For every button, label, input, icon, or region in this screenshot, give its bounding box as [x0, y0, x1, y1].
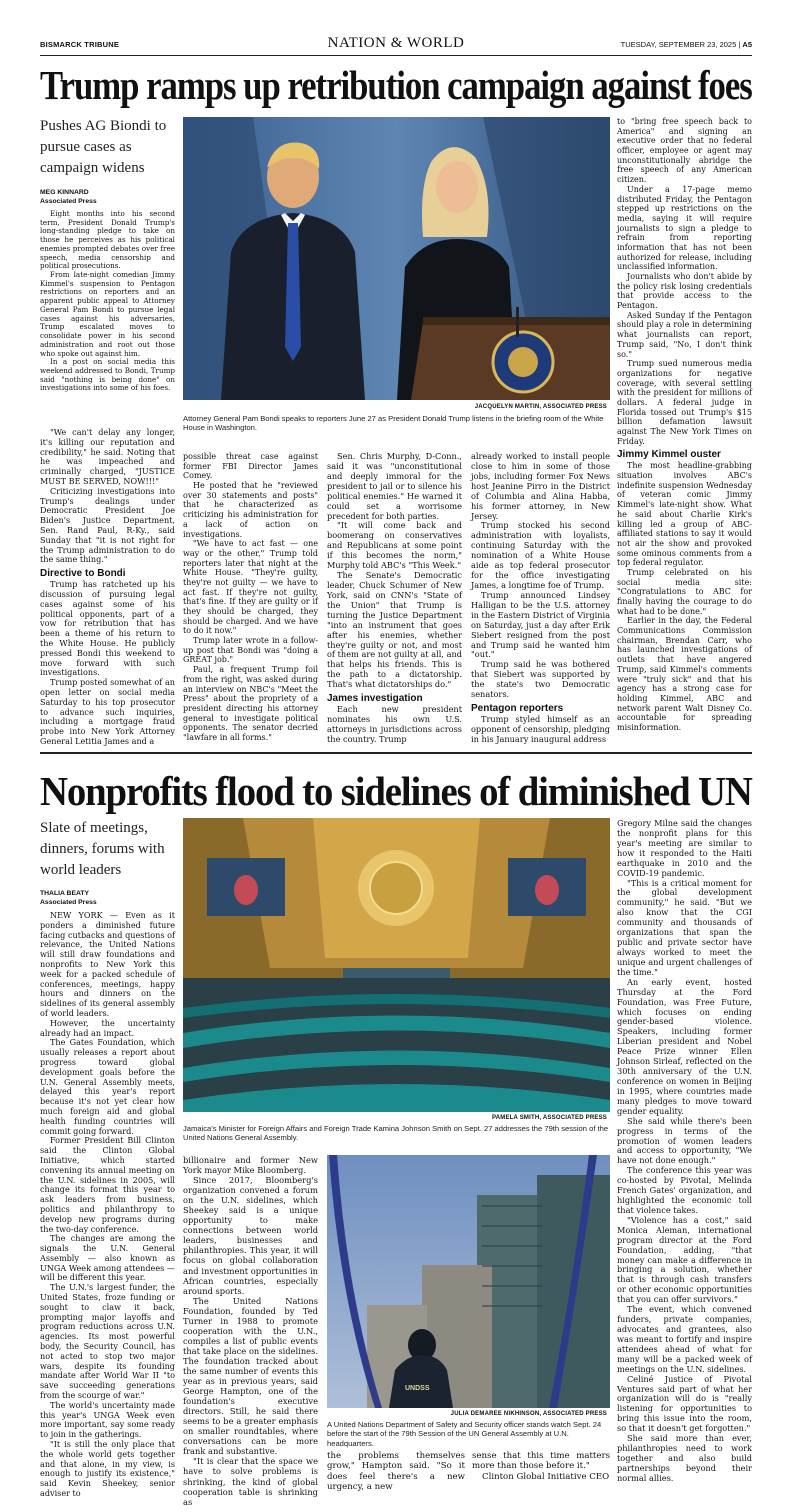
story1-byline	[40, 188, 175, 206]
story2-deck: Slate of meetings, dinners, forums with world leaders	[40, 820, 165, 878]
paragraph: Gregory Milne said the changes the nonprofit plans for this year's meeting are similar to how it responded to the Haiti earthquake in 2010 and the COVID-19 pandemic.	[617, 818, 752, 878]
paragraph: The event, which convened funders, private companies, advocates and grantees, also was meant to fortify and inspire attendees ahead of what for many will be a packed week of meetings on the U.N. sidelines.	[617, 1304, 752, 1374]
paragraph: Trump celebrated on his social media site: "Congratulations to ABC for finally having the courage to do what had to be done."	[617, 567, 752, 616]
story1-deck: Pushes AG Biondi to pursue cases as campaign widens	[40, 118, 167, 176]
date-page	[621, 40, 752, 49]
paragraph: The world's uncertainty made this year's UNGA Week even more important, say some ready to join in the gatherings.	[40, 1399, 175, 1440]
paragraph: Since 2017, Bloomberg's organization convened a forum on the U.N. sidelines, which Sheekey said is a unique opportunity to make connections between world leaders, businesses and philanthropies. This year, it will focus on global collaboration and investment opportunities in African countries, especially around sports.	[183, 1175, 318, 1296]
photo2-vest-label: UNDSS	[405, 1385, 430, 1392]
subhead-james-investigation: James investigation	[327, 693, 423, 705]
subhead-jimmy-kimmel-ouster: Jimmy Kimmel ouster	[617, 449, 721, 461]
story1-col2	[183, 452, 318, 743]
section-title: NATION & WORLD	[327, 35, 465, 51]
issue-date: TUESDAY, SEPTEMBER 23, 2025	[620, 40, 737, 49]
story1-left-column	[40, 116, 175, 393]
paragraph: In a post on social media this weekend addressed to Bondi, Trump said "nothing is being done" on investigations into some of his foes.	[40, 357, 175, 393]
story2-col5	[617, 819, 752, 1484]
paragraph: Trump has ratcheted up his discussion of pursuing legal cases against some of his political opponents, part of a vow for retribution that has been a theme of his return to the White House. He publicly pressed Bondi this weekend to move forward with such investigations.	[40, 579, 175, 678]
paragraph: "It will come back and boomerang on conservatives and Republicans at some point if this becomes the norm," Murphy told ABC's "This Week."	[327, 520, 462, 571]
story2-photo-security-officer	[327, 1155, 610, 1408]
story1-photo-caption: Attorney General Pam Bondi speaks to reporters June 27 as President Donald Trump listens in the briefing room of the White House in Washington.	[183, 414, 604, 433]
paragraph: The conference this year was co-hosted by Pivotal, Melinda French Gates' organization, and highlighted the economic toll that violence takes.	[617, 1165, 752, 1215]
date-separator: |	[738, 40, 741, 49]
paragraph: the problems themselves grow," Hampton said. "So it does feel there's a new urgency, a new	[327, 1451, 465, 1493]
paragraph: already worked to install people close to him in some of those jobs, including former Fox News host Jeanine Pirro in the District of Columbia and Alina Habba, his former attorney, in New Jersey.	[471, 451, 610, 521]
story2-agency: Associated Press	[40, 899, 97, 906]
paragraph: Trump announced Lindsey Halligan to be the U.S. attorney in the Eastern District of Virginia on Saturday, just a day after Erik Siebert resigned from the post and Trump said he wanted him "out."	[471, 589, 610, 660]
paragraph: "It is still the only place that the whole world gets together and that alone, in my view, is enough to justify its existence," said Kevin Sheekey, senior adviser to	[40, 1439, 175, 1499]
paragraph: Criticizing investigations into Trump's dealings under Democratic President Joe Biden's Justice Department, Sen. Rand Paul, R-Ky., said Sunday that "it is not right for the Trump administration to do the same thing."	[40, 485, 175, 565]
paragraph: An early event, hosted Thursday at the Ford Foundation, was Free Future, which focuses on ending gender-based violence. Speakers, including former Liberian president and Nobel Peace Prize winner Ellen Johnson Sirleaf, reflected on the 30th anniversary of the U.N. conference on women in Beijing in 1995, where countries made many pledges to move toward gender equality.	[617, 976, 752, 1116]
page-number: A5	[742, 40, 752, 49]
subhead-pentagon-reporters: Pentagon reporters	[471, 703, 564, 715]
story1-author: MEG KINNARD	[40, 189, 89, 196]
paragraph: Each new president nominates his own U.S. attorneys in jurisdictions across the country. Trump	[327, 704, 462, 744]
un-security-officer-image	[327, 1155, 610, 1408]
header-rule	[40, 55, 752, 56]
paragraph: NEW YORK — Even as it ponders a diminished future facing cutbacks and questions of relevance, the United Nations will still draw foundations and nonprofits to New York this week for a packed schedule of conferences, meetings, happy hours and dinners on the sidelines of its general assembly of world leaders.	[40, 910, 175, 1018]
story1-agency: Associated Press	[40, 198, 97, 205]
story1-col3	[327, 452, 462, 745]
paragraph: "We can't delay any longer, it's killing our reputation and credibility," he said. Noting that he was impeached and criminally charged, "JUSTICE MUST BE SERVED, NOW!!!"	[40, 427, 175, 486]
paragraph: possible threat case against former FBI Director James Comey.	[183, 452, 318, 481]
paragraph: "Violence has a cost," said Monica Aleman, international program director at the Ford Foundation, adding, "that money can make a difference in bringing a solution, whether that is through cash transfers or other economic opportunities that you can offer survivors."	[617, 1214, 752, 1305]
paragraph: Trump sued numerous media organizations for negative coverage, with several settling with the president for millions of dollars. A federal judge in Florida tossed out Trump's $15 billion defamation lawsuit against The New York Times on Friday.	[617, 359, 752, 446]
paragraph: to "bring free speech back to America" and signing an executive order that no federal officer, employee or agent may unconstitutionally abridge the free speech of any American citizen.	[617, 117, 752, 185]
paragraph: Trump said he was bothered that Siebert was supported by the state's two Democratic senators.	[471, 659, 610, 700]
subhead-directive-to-bondi: Directive to Bondi	[40, 568, 126, 580]
story2-col2	[183, 1155, 318, 1507]
paragraph: "This is a critical moment for the global development community," he said. "But we also know that the CGI community and thousands of organizations that span the public and private sector have always worked to meet the unique and urgent challenges of the time."	[617, 877, 752, 977]
paragraph: Clinton Global Initiative CEO	[482, 1471, 610, 1482]
story2-photo2-credit: JULIA DEMAREE NIKHINSON, ASSOCIATED PRESS	[450, 1411, 607, 1417]
story2-photo-un-assembly	[183, 818, 610, 1112]
paragraph: Sen. Chris Murphy, D-Conn., said it was "unconstitutional and deeply immoral for the president to jail or to silence his political enemies." He warned it could set a worrisome precedent for both parties.	[327, 451, 462, 521]
paragraph: Trump stocked his second administration with loyalists, continuing Saturday with the nomination of a White House aide as top federal prosecutor for the office investigating James, a longtime foe of Trump.	[471, 520, 610, 590]
paragraph: "It is clear that the space we have to solve problems is shrinking, the kind of global cooperation table is shrinking as	[183, 1456, 318, 1507]
story2-headline: Nonprofits flood to sidelines of diminished UN	[40, 768, 752, 814]
paragraph: Paul, a frequent Trump foil from the right, was asked during an interview on NBC's "Meet the Press" about the propriety of a president directing his attorney general to investigate political opponents. The senator decried "lawfare in all forms."	[183, 665, 318, 742]
un-general-assembly-image	[183, 818, 610, 1112]
story1-col5	[617, 117, 752, 733]
story1-photo-credit: JACQUELYN MARTIN, ASSOCIATED PRESS	[474, 404, 607, 410]
story-divider	[40, 752, 752, 754]
story2-byline	[40, 889, 175, 907]
story2-photo1-caption: Jamaica's Minister for Foreign Affairs and Foreign Trade Kamina Johnson Smith on Sept. 27 addresses the 79th session of the United Nations General Assembly.	[183, 1124, 609, 1143]
story2-author: THALIA BEATY	[40, 890, 90, 897]
story2-col3	[327, 1451, 465, 1493]
paragraph: billionaire and former New York mayor Mike Bloomberg.	[183, 1155, 318, 1176]
story2-col4	[472, 1451, 610, 1482]
story1-col1-top	[40, 210, 175, 393]
story1-col1-bottom	[40, 428, 175, 747]
story2-photo2-caption: A United Nations Department of Safety and Security officer stands watch Sept. 24 before the start of the 79th Session of the UN General Assembly at U.N. headquarters.	[327, 1420, 602, 1448]
paragraph: sense that this time matters more than those before it."	[472, 1451, 610, 1472]
paragraph: Trump later wrote in a follow-up post that Bondi was "doing a GREAT job."	[183, 636, 318, 665]
paragraph: However, the uncertainty already had an impact.	[40, 1017, 175, 1038]
bondi-trump-briefing-image	[183, 117, 610, 400]
paragraph: Trump styled himself as an opponent of censorship, pledging in his January inaugural address	[471, 714, 610, 744]
story1-headline: Trump ramps up retribution campaign against foes	[40, 62, 752, 108]
paragraph: From late-night comedian Jimmy Kimmel's suspension to Pentagon restrictions on reporters and an apparent public appeal to Attorney General Pam Bondi to pursue legal cases against his adversaries, Trump escalated moves to consolidate power in his second administration and root out those who spoke out against him.	[40, 270, 175, 358]
paragraph: The Senate's Democratic leader, Chuck Schumer of New York, said on CNN's "State of the Union" that Trump is turning the Justice Department "into an instrument that goes after his enemies, whether they're guilty or not, and most of them are not guilty at all, and that helps his friends. This is the path to a dictatorship. That's what dictatorships do."	[327, 570, 462, 690]
paragraph: The United Nations Foundation, founded by Ted Turner in 1988 to promote cooperation with the U.N., compiles a list of public events that take place on the sidelines. The foundation tracked about the same number of events this year as in previous years, said George Hampton, one of the foundation's executive directors. Still, he said there seems to be a greater emphasis on smaller roundtables, where conversations can be more frank and substantive.	[183, 1295, 318, 1457]
story2-photo1-credit: PAMELA SMITH, ASSOCIATED PRESS	[491, 1115, 607, 1121]
paragraph: "We have to act fast — one way or the other," Trump told reporters later that night at the White House. "They're guilty, they're not guilty — we have to act fast. If they're not guilty, that's fine. If they are guilty or if they should be charged, they should be charged. And we have to do it now."	[183, 539, 318, 636]
paragraph: The U.N.'s largest funder, the United States, froze funding or sought to claw it back, prompting major layoffs and program reductions across U.N. agencies. Its most powerful body, the Security Council, has not acted to stop two major wars, despite its founding mandate after World War II "to save succeeding generations from the scourge of war."	[40, 1282, 175, 1401]
story1-photo	[183, 117, 610, 400]
paragraph: Former President Bill Clinton said the Clinton Global Initiative, which started convening its annual meeting on the U.N. sidelines in 2005, will change its format this year to ask leaders from business, politics and philanthropy to develop new programs during the two-day conference.	[40, 1135, 175, 1234]
paragraph: Celiné Justice of Pivotal Ventures said part of what her organization will do is "really listening for opportunities to bring this issue into the room, so that it doesn't get forgotten."	[617, 1373, 752, 1434]
story2-col1	[40, 911, 175, 1499]
paragraph: Trump posted somewhat of an open letter on social media Saturday to his top prosecutor to advance such inquiries, including a mortgage fraud probe into New York Attorney General Letitia James and a	[40, 677, 175, 746]
paragraph: The most headline-grabbing situation involves ABC's indefinite suspension Wednesday of veteran comic Jimmy Kimmel's late-night show. What he said about Charlie Kirk's killing led a group of ABC-affiliated stations to say it would not air the show and provoked some ominous comments from a top federal regulator.	[617, 461, 752, 568]
paragraph: Eight months into his second term, President Donald Trump's long-standing pledge to take on those he perceives as his political enemies prompted debates over free speech, media censorship and political prosecutions.	[40, 209, 175, 271]
story1-col4	[471, 452, 610, 745]
paragraph: She said while there's been progress in terms of the promotion of women leaders and access to opportunity, "We have not done enough."	[617, 1115, 752, 1166]
paragraph: The changes are among the signals the U.N. General Assembly — also known as UNGA Week among attendees — will be different this year.	[40, 1233, 175, 1283]
paragraph: The Gates Foundation, which usually releases a report about progress toward global development goals before the U.N. General Assembly meets, delayed this year's report because it's not yet clear how much foreign aid and global health funding countries will commit going forward.	[40, 1037, 175, 1136]
story2-left-column	[40, 818, 175, 1499]
paragraph: Asked Sunday if the Pentagon should play a role in determining what journalists can report, Trump said, "No, I don't think so."	[617, 310, 752, 359]
paragraph: He posted that he "reviewed over 30 statements and posts" that he characterized as criticizing his administration for a lack of action on investigations.	[183, 481, 318, 539]
paragraph: Under a 17-page memo distributed Friday, the Pentagon stepped up restrictions on the media, saying it will require journalists to sign a pledge to refrain from reporting information that has not been authorized for release, including unclassified information.	[617, 184, 752, 272]
paragraph: Journalists who don't abide by the policy risk losing credentials that provide access to the Pentagon.	[617, 272, 752, 311]
paragraph: Earlier in the day, the Federal Communications Commission chairman, Brendan Carr, who has launched investigations of outlets that have angered Trump, said Kimmel's comments were "truly sick" and that his agency has a strong case for holding Kimmel, ABC and network parent Walt Disney Co. accountable for spreading misinformation.	[617, 616, 752, 732]
newspaper-name: BISMARCK TRIBUNE	[40, 40, 120, 49]
paragraph: She said more than ever, philanthropies need to work together and also build partnerships beyond their normal allies.	[617, 1433, 752, 1483]
